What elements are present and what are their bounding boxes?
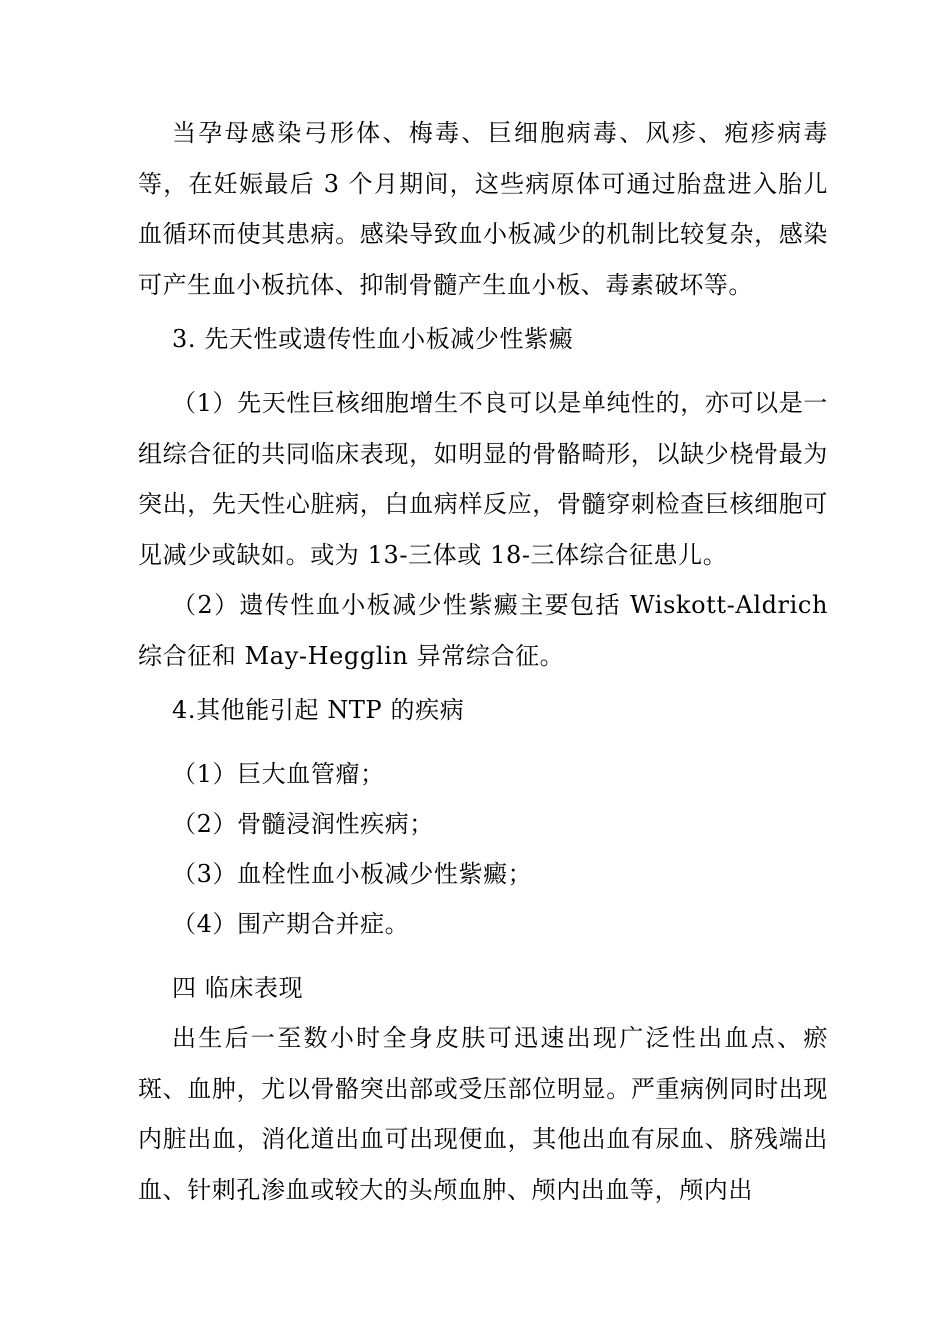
list-item: （3）血栓性血小板减少性紫癜； [172,860,533,888]
document-body [138,108,828,1215]
list-item: （2）骨髓浸润性疾病； [172,810,434,838]
paragraph-infection: 当孕母感染弓形体、梅毒、巨细胞病毒、风疹、疱疹病毒等，在妊娠最后 3 个月期间，这些病原体可通过胎盘进入胎儿血循环而使其患病。感染导致血小板减少的机制比较复杂，感染可产生血小板抗体、抑制骨髓产生血小板、毒素破坏等。 [138,119,828,299]
spacer [138,735,828,749]
paragraph-congenital-megakaryocyte: （1）先天性巨核细胞增生不良可以是单纯性的，亦可以是一组综合征的共同临床表现，如明显的骨骼畸形，以缺少桡骨最为突出，先天性心脏病，白血病样反应，骨髓穿刺检查巨核细胞可见减少或缺如。或为 13-三体或 18-三体综合征患儿。 [138,389,828,569]
paragraph-hereditary-purpura: （2）遗传性血小板减少性紫癜主要包括 Wiskott-Aldrich 综合征和 May-Hegglin 异常综合征。 [138,591,828,670]
list-item: （1）巨大血管瘤； [172,760,385,788]
spacer [138,364,828,378]
list-item: （4）围产期合并症。 [172,910,410,938]
heading-other-diseases: 4.其他能引起 NTP 的疾病 [172,696,465,724]
section-heading-clinical: 四 临床表现 [172,974,304,1002]
spacer [138,949,828,963]
heading-congenital-hereditary: 3. 先天性或遗传性血小板减少性紫癜 [172,325,574,353]
paragraph-clinical-manifestation: 出生后一至数小时全身皮肤可迅速出现广泛性出血点、瘀斑、血肿，尤以骨骼突出部或受压部位明显。严重病例同时出现内脏出血，消化道出血可出现便血，其他出血有尿血、脐残端出血、针刺孔渗血或较大的头颅血肿、颅内出血等，颅内出 [138,1024,828,1204]
